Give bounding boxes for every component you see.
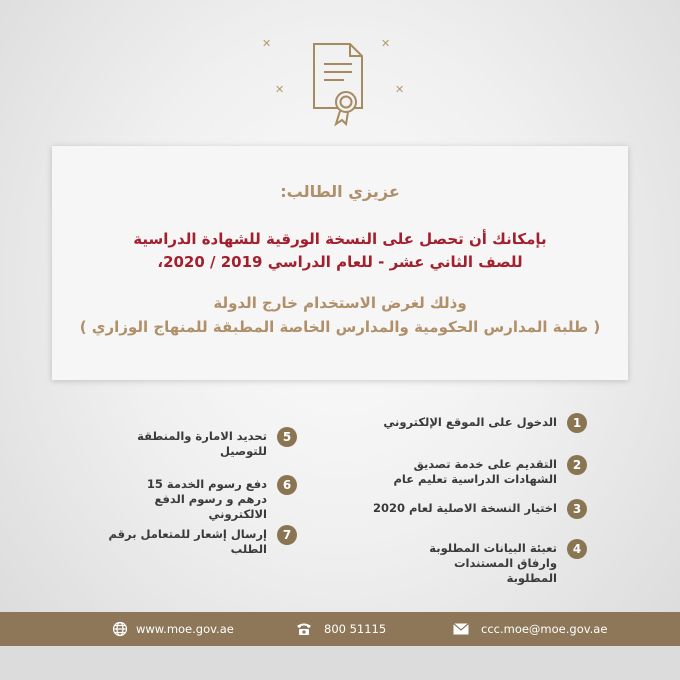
sub-text-line-1: وذلك لغرض الاستخدام خارج الدولة (213, 294, 467, 312)
step-number: 4 (567, 539, 587, 559)
step-5 (97, 427, 297, 459)
email-link[interactable] (453, 622, 607, 636)
info-card (52, 146, 628, 380)
certificate-icon (300, 36, 380, 128)
step-text: التقديم على خدمة تصديق الشهادات الدراسية تعليم عام (393, 457, 557, 486)
sparkle-icon: ✕ (262, 37, 272, 50)
envelope-icon (453, 623, 469, 635)
phone-text: 800 51115 (324, 622, 387, 636)
step-6 (97, 475, 297, 522)
website-link[interactable] (112, 621, 234, 637)
step-1 (367, 413, 587, 433)
footer-bar (0, 612, 680, 646)
step-text: تعبئة البيانات المطلوبة وارفاق المستندات المطلوبة (429, 541, 557, 585)
email-text: ccc.moe@moe.gov.ae (481, 622, 608, 636)
step-number: 3 (567, 499, 587, 519)
phone-link[interactable] (296, 622, 386, 636)
step-7 (97, 525, 297, 557)
step-text: إرسال إشعار للمتعامل برقم الطلب (108, 527, 267, 556)
phone-icon (296, 622, 312, 636)
step-number: 6 (277, 475, 297, 495)
step-text: الدخول على الموقع الإلكتروني (383, 415, 557, 429)
step-text: اختيار النسخة الاصلية لعام 2020 (372, 501, 557, 515)
sub-text-line-2: ( طلبة المدارس الحكومية والمدارس الخاصة المطبقة للمنهاج الوزاري ) (79, 318, 601, 336)
sparkle-icon: ✕ (381, 37, 391, 50)
sparkle-icon: ✕ (395, 83, 405, 96)
step-3 (367, 499, 587, 519)
main-text-line-2: للصف الثاني عشر - للعام الدراسي 2019 / 2020، (157, 253, 523, 271)
step-number: 2 (567, 455, 587, 475)
main-text-line-1: بإمكانك أن تحصل على النسخة الورقية للشهادة الدراسية (133, 230, 547, 248)
footer-bottom-band (0, 646, 680, 680)
step-2 (367, 455, 587, 487)
sparkle-icon: ✕ (275, 83, 285, 96)
step-4 (367, 539, 587, 586)
step-number: 5 (277, 427, 297, 447)
step-text: تحديد الامارة والمنطقة للتوصيل (137, 429, 267, 458)
step-number: 7 (277, 525, 297, 545)
greeting: عزيزي الطالب: (280, 182, 400, 201)
step-number: 1 (567, 413, 587, 433)
globe-icon (112, 621, 128, 637)
step-text: دفع رسوم الخدمة 15 درهم و رسوم الدفع الالكتروني (146, 477, 267, 521)
website-text: www.moe.gov.ae (136, 622, 234, 636)
